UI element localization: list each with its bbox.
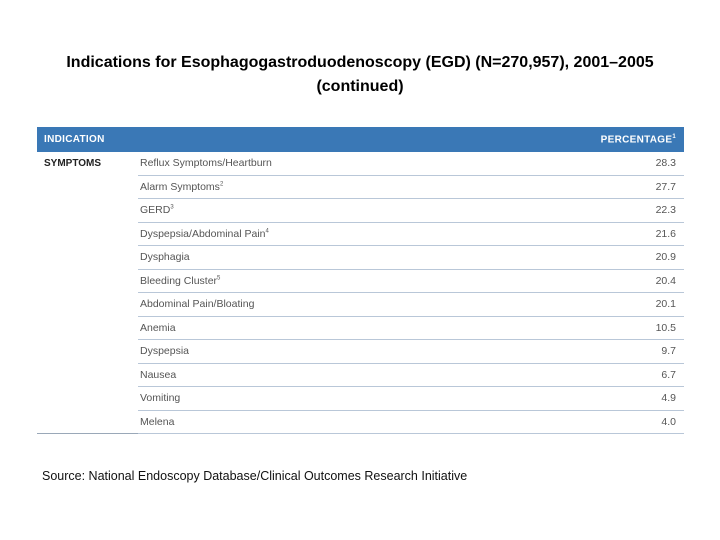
table-row xyxy=(138,152,684,176)
row-indication xyxy=(140,345,189,357)
row-indication xyxy=(140,392,180,404)
row-percentage: 4.0 xyxy=(661,415,676,428)
row-indication-text: Alarm Symptoms xyxy=(140,180,220,193)
table-row xyxy=(138,199,684,223)
row-footnote: 5 xyxy=(217,275,221,281)
table-row xyxy=(138,270,684,294)
row-percentage: 9.7 xyxy=(661,345,676,357)
indications-table xyxy=(37,127,684,434)
row-indication xyxy=(140,251,190,263)
table-row xyxy=(138,411,684,435)
row-percentage: 20.9 xyxy=(655,251,676,263)
row-percentage: 10.5 xyxy=(655,321,676,334)
row-indication-text: Vomiting xyxy=(140,392,181,404)
row-indication-text: Nausea xyxy=(140,368,177,381)
table-row xyxy=(138,317,684,341)
table-row xyxy=(138,246,684,270)
row-footnote: 4 xyxy=(265,228,269,234)
row-indication-text: Bleeding Cluster xyxy=(140,274,218,287)
table-row xyxy=(138,176,684,200)
row-percentage: 6.7 xyxy=(661,368,676,381)
row-indication xyxy=(140,228,269,240)
table-row xyxy=(138,340,684,364)
header-percentage-label: PERCENTAGE xyxy=(600,134,673,146)
row-indication-text: Abdominal Pain/Bloating xyxy=(140,298,255,310)
table-rows xyxy=(138,152,684,434)
table-row xyxy=(138,387,684,411)
row-indication xyxy=(140,181,223,193)
row-percentage: 4.9 xyxy=(661,392,676,404)
row-indication-text: Reflux Symptoms/Heartburn xyxy=(140,157,272,169)
row-percentage: 21.6 xyxy=(655,227,676,240)
row-indication xyxy=(140,275,220,287)
slide-title: Indications for Esophagogastroduodenoscopy (EGD) (N=270,957), 2001–2005 (continued) xyxy=(66,54,654,95)
table-row xyxy=(138,223,684,247)
row-percentage: 20.1 xyxy=(655,298,676,310)
row-indication-text: Dyspepsia xyxy=(140,345,190,357)
table-row xyxy=(138,364,684,388)
row-footnote: 3 xyxy=(170,204,174,211)
table-header xyxy=(37,127,684,152)
section-label-symptoms: SYMPTOMS xyxy=(44,158,102,169)
row-percentage: 20.4 xyxy=(655,274,676,287)
row-indication xyxy=(140,204,174,216)
row-indication-text: GERD xyxy=(140,204,171,216)
row-percentage: 28.3 xyxy=(655,157,676,169)
row-indication-text: Melena xyxy=(140,415,175,428)
row-indication-text: Dysphagia xyxy=(140,251,190,263)
row-footnote: 2 xyxy=(219,181,224,187)
header-percentage xyxy=(601,134,676,145)
row-indication xyxy=(140,157,272,169)
table-body xyxy=(37,152,684,434)
row-indication xyxy=(140,322,176,334)
row-percentage: 27.7 xyxy=(655,180,676,193)
row-percentage: 22.3 xyxy=(655,204,676,216)
row-indication-text: Dyspepsia/Abdominal Pain xyxy=(140,227,266,240)
row-indication xyxy=(140,369,176,381)
source-note: Source: National Endoscopy Database/Clinical Outcomes Research Initiative xyxy=(42,469,468,483)
header-indication: INDICATION xyxy=(44,134,105,145)
table-row xyxy=(138,293,684,317)
header-percentage-footnote: 1 xyxy=(672,134,676,140)
row-indication xyxy=(140,298,254,310)
row-indication-text: Anemia xyxy=(140,321,176,334)
row-indication xyxy=(140,416,174,428)
